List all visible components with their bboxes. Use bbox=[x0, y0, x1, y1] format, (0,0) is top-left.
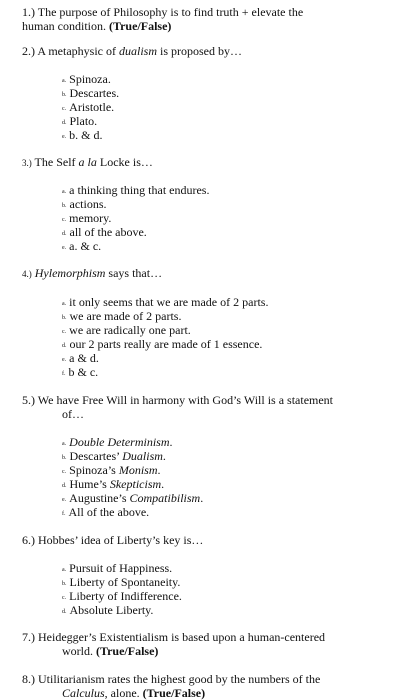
option-letter: d. bbox=[62, 231, 67, 237]
option-text-pre: Spinoza’s bbox=[69, 463, 119, 477]
option-text-pre: Hume’s bbox=[69, 477, 110, 491]
option-text: Descartes. bbox=[69, 86, 120, 100]
option-text-pre: All of the above. bbox=[68, 505, 150, 519]
option-letter: e. bbox=[62, 245, 67, 251]
question-2-stem bbox=[22, 44, 242, 58]
true-false-label: (True/False) bbox=[96, 644, 159, 658]
question-3-number: 3.) bbox=[22, 158, 32, 168]
question-1-line-1: 1.) The purpose of Philosophy is to find truth + elevate the bbox=[22, 5, 304, 19]
option-text: Absolute Liberty. bbox=[69, 603, 154, 617]
option-text-post: . bbox=[162, 449, 166, 463]
question-4-stem bbox=[22, 266, 162, 281]
option-text: our 2 parts really are made of 1 essence. bbox=[69, 337, 263, 351]
option-text: it only seems that we are made of 2 parts. bbox=[69, 295, 269, 309]
option-text: Liberty of Spontaneity. bbox=[69, 575, 181, 589]
question-4-number: 4.) bbox=[22, 269, 32, 279]
option-text-em: Monism bbox=[118, 463, 158, 477]
option-letter: d. bbox=[62, 343, 67, 349]
question-2-stem-post: is proposed by… bbox=[157, 44, 242, 58]
question-3-stem-pre: The Self bbox=[31, 155, 79, 169]
question-3-stem-em: a la bbox=[78, 155, 97, 169]
option-text: memory. bbox=[69, 211, 112, 225]
option-letter: f. bbox=[62, 511, 66, 517]
question-3-stem bbox=[22, 155, 153, 170]
true-false-label: (True/False) bbox=[109, 19, 172, 33]
option-text-em: Skepticism bbox=[109, 477, 162, 491]
option-letter: c. bbox=[62, 329, 67, 335]
option-letter: c. bbox=[62, 469, 67, 475]
question-3-option bbox=[62, 239, 101, 255]
question-7-line-2-text: world. bbox=[62, 644, 96, 658]
question-8-line-2 bbox=[62, 686, 205, 700]
question-2-option bbox=[62, 128, 103, 144]
option-letter: b. bbox=[62, 203, 67, 209]
question-5-option bbox=[62, 505, 149, 521]
option-text: a & d. bbox=[69, 351, 99, 365]
option-text: a thinking thing that endures. bbox=[69, 183, 210, 197]
option-letter: f. bbox=[62, 371, 66, 377]
option-letter: c. bbox=[62, 595, 67, 601]
question-3-stem-post: Locke is… bbox=[96, 155, 153, 169]
option-letter: e. bbox=[62, 357, 67, 363]
option-text-post: . bbox=[157, 463, 161, 477]
option-text-em: Dualism bbox=[122, 449, 163, 463]
option-text: a. & c. bbox=[69, 239, 102, 253]
option-letter: a. bbox=[62, 301, 67, 307]
question-8-line-2-em: Calculus bbox=[62, 686, 105, 700]
option-text: we are radically one part. bbox=[69, 323, 191, 337]
option-text-post: . bbox=[169, 435, 173, 449]
option-text-pre: Augustine’s bbox=[69, 491, 130, 505]
option-text: Plato. bbox=[69, 114, 98, 128]
option-text: Spinoza. bbox=[69, 72, 111, 86]
option-text: all of the above. bbox=[69, 225, 147, 239]
option-text: b & c. bbox=[68, 365, 99, 379]
question-4-stem-post: says that… bbox=[105, 266, 163, 280]
option-letter: a. bbox=[62, 78, 67, 84]
option-text: Aristotle. bbox=[69, 100, 115, 114]
question-4-option bbox=[62, 365, 98, 381]
option-letter: a. bbox=[62, 189, 67, 195]
option-letter: e. bbox=[62, 497, 67, 503]
option-letter: b. bbox=[62, 455, 67, 461]
question-7-line-2 bbox=[62, 644, 158, 658]
question-8-line-1: 8.) Utilitarianism rates the highest good by the numbers of the bbox=[22, 672, 321, 686]
question-2-stem-pre: 2.) A metaphysic of bbox=[22, 44, 119, 58]
question-5-line-2: of… bbox=[62, 407, 84, 421]
option-letter: d. bbox=[62, 483, 67, 489]
option-letter: b. bbox=[62, 581, 67, 587]
option-text: we are made of 2 parts. bbox=[69, 309, 182, 323]
option-letter: a. bbox=[62, 441, 67, 447]
option-text: actions. bbox=[69, 197, 107, 211]
question-1-line-2 bbox=[22, 19, 171, 33]
option-letter: d. bbox=[62, 609, 67, 615]
option-letter: a. bbox=[62, 567, 67, 573]
question-5-line-1: 5.) We have Free Will in harmony with God’s Will is a statement bbox=[22, 393, 334, 407]
option-text-post: . bbox=[200, 491, 204, 505]
question-6-option bbox=[62, 603, 153, 619]
option-text: b. & d. bbox=[69, 128, 103, 142]
option-letter: e. bbox=[62, 134, 67, 140]
option-text-em: Double Determinism bbox=[69, 435, 170, 449]
option-text-post: . bbox=[161, 477, 165, 491]
option-letter: b. bbox=[62, 315, 67, 321]
option-letter: d. bbox=[62, 120, 67, 126]
question-6-stem: 6.) Hobbes’ idea of Liberty’s key is… bbox=[22, 533, 204, 547]
question-8-line-2-text: , alone. bbox=[104, 686, 143, 700]
option-text-pre: Descartes’ bbox=[69, 449, 123, 463]
option-text: Pursuit of Happiness. bbox=[69, 561, 173, 575]
option-text: Liberty of Indifference. bbox=[69, 589, 182, 603]
option-letter: b. bbox=[62, 92, 67, 98]
question-2-stem-em: dualism bbox=[118, 44, 157, 58]
option-letter: c. bbox=[62, 217, 67, 223]
question-4-stem-em: Hylemorphism bbox=[34, 266, 106, 280]
true-false-label: (True/False) bbox=[142, 686, 206, 700]
question-7-line-1: 7.) Heidegger’s Existentialism is based upon a human-centered bbox=[22, 630, 326, 644]
option-letter: c. bbox=[62, 106, 67, 112]
option-text-em: Compatibilism bbox=[129, 491, 201, 505]
question-1-line-2-text: human condition. bbox=[22, 19, 109, 33]
